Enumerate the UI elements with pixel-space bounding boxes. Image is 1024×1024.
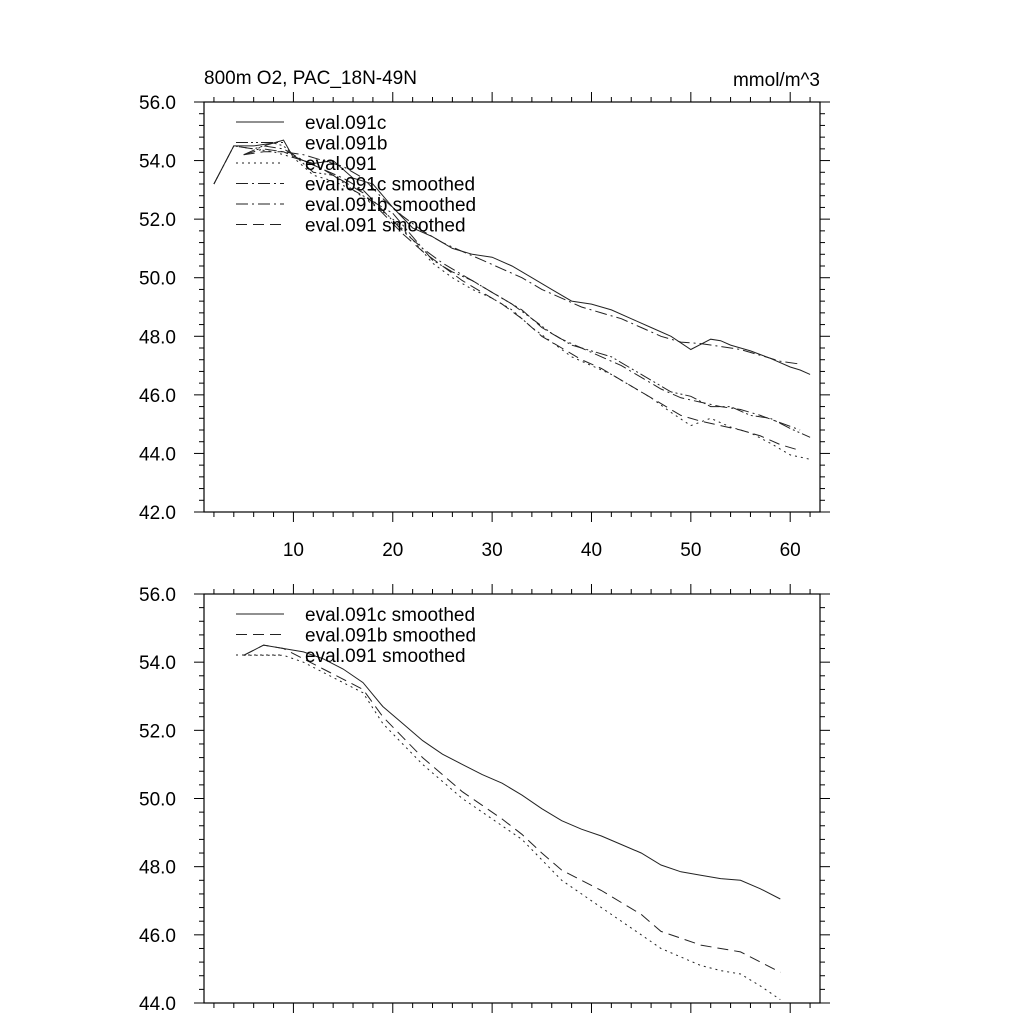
y-tick-label: 50.0 [139, 268, 176, 290]
y-tick-label: 44.0 [139, 444, 176, 466]
y-tick-label: 52.0 [139, 210, 176, 232]
y-tick-label: 42.0 [139, 503, 176, 524]
series-line [244, 655, 781, 999]
y-tick-label: 50.0 [139, 789, 176, 811]
y-tick-label: 44.0 [139, 994, 176, 1015]
y-tick-label: 46.0 [139, 925, 176, 947]
legend-label: eval.091b [305, 133, 388, 155]
series-line [214, 143, 810, 437]
series-line [214, 146, 810, 459]
plot-frame [204, 102, 820, 512]
legend-label: eval.091 smoothed [305, 646, 466, 667]
legend-label: eval.091b smoothed [305, 195, 477, 216]
legend-label: eval.091c smoothed [305, 605, 476, 626]
y-tick-label: 54.0 [139, 151, 176, 173]
x-tick-label: 40 [580, 540, 603, 561]
y-tick-label: 46.0 [139, 385, 176, 407]
units-label: mmol/m^3 [732, 70, 820, 91]
x-tick-label: 20 [382, 540, 404, 561]
y-tick-label: 54.0 [139, 653, 176, 675]
series-line [244, 645, 781, 972]
x-tick-label: 60 [779, 540, 801, 561]
bottom-panel [139, 584, 830, 1015]
legend-label: eval.091 [305, 154, 377, 175]
y-tick-label: 48.0 [139, 857, 176, 879]
y-tick-label: 52.0 [139, 721, 176, 743]
legend-label: eval.091 smoothed [305, 215, 466, 237]
y-tick-label: 56.0 [139, 585, 176, 606]
legend-label: eval.091c smoothed [305, 174, 476, 196]
series-line [214, 140, 810, 374]
chart-title: 800m O2, PAC_18N-49N [204, 68, 417, 89]
x-tick-label: 30 [481, 540, 503, 561]
x-tick-label: 50 [680, 540, 702, 561]
legend-label: eval.091c [305, 113, 387, 134]
series-line [244, 645, 781, 899]
legend-label: eval.091b smoothed [305, 625, 477, 647]
top-panel [139, 68, 830, 561]
y-tick-label: 56.0 [139, 93, 176, 114]
x-tick-label: 10 [282, 540, 304, 561]
y-tick-label: 48.0 [139, 327, 176, 349]
